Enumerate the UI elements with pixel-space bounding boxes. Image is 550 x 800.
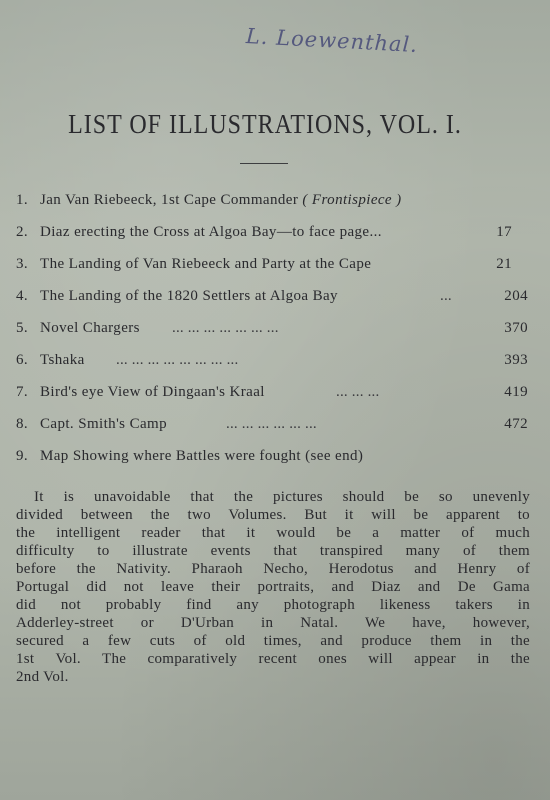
item-page: 204	[504, 288, 528, 304]
paragraph-line: secured a few cuts of old times, and produce them in the	[16, 633, 530, 649]
list-item	[16, 192, 528, 214]
item-title: Diaz erecting the Cross at Algoa Bay—to face page...	[40, 224, 382, 240]
item-number: 7.	[16, 384, 29, 400]
item-leaders: ...	[440, 288, 452, 304]
item-leaders: ... ... ... ... ... ...	[226, 416, 317, 432]
item-number: 1.	[16, 192, 29, 208]
paragraph-line: Portugal did not leave their portraits, and Diaz and De Gama	[16, 579, 530, 595]
item-number: 6.	[16, 352, 29, 368]
list-item	[16, 256, 528, 278]
list-item	[16, 288, 528, 310]
item-leaders: ... ... ...	[336, 384, 380, 400]
item-title: Capt. Smith's Camp	[40, 416, 167, 432]
explanatory-paragraph	[16, 488, 530, 686]
item-title: Tshaka	[40, 352, 85, 368]
item-page: 17	[496, 224, 512, 240]
paragraph-line: 1st Vol. The comparatively recent ones will appear in the	[16, 651, 530, 667]
item-title: Map Showing where Battles were fought (see end)	[40, 448, 364, 464]
list-item	[16, 320, 528, 342]
item-number: 9.	[16, 448, 29, 464]
paragraph-line: It is unavoidable that the pictures should be so unevenly	[34, 489, 530, 505]
list-item	[16, 224, 528, 246]
paragraph-line: before the Nativity. Pharaoh Necho, Herodotus and Henry of	[16, 561, 530, 577]
item-number: 2.	[16, 224, 29, 240]
item-number: 4.	[16, 288, 29, 304]
item-page: 472	[504, 416, 528, 432]
item-page: 370	[504, 320, 528, 336]
paragraph-line: the intelligent reader that it would be a matter of much	[16, 525, 530, 541]
item-number: 3.	[16, 256, 29, 272]
item-leaders: ... ... ... ... ... ... ... ...	[116, 352, 239, 368]
item-page: 419	[504, 384, 528, 400]
item-number: 8.	[16, 416, 29, 432]
list-item	[16, 384, 528, 406]
frontispiece-note: ( Frontispiece )	[302, 192, 402, 208]
item-title: The Landing of Van Riebeeck and Party at the Cape	[40, 256, 372, 272]
page-title: LIST OF ILLUSTRATIONS, VOL. I.	[68, 109, 462, 140]
paragraph-line: difficulty to illustrate events that transpired many of them	[16, 543, 530, 559]
paragraph-line: divided between the two Volumes. But it will be apparent to	[16, 507, 530, 523]
item-title: Jan Van Riebeeck, 1st Cape Commander ( Frontispiece )	[40, 192, 402, 208]
paragraph-line: 2nd Vol.	[16, 669, 69, 685]
list-item	[16, 352, 528, 374]
paragraph-line: did not probably find any photograph likeness takers in	[16, 597, 530, 613]
list-item	[16, 416, 528, 438]
item-title: Bird's eye View of Dingaan's Kraal	[40, 384, 265, 400]
item-number: 5.	[16, 320, 29, 336]
item-title: The Landing of the 1820 Settlers at Algoa Bay	[40, 288, 338, 304]
list-item	[16, 448, 528, 470]
item-leaders: ... ... ... ... ... ... ...	[172, 320, 279, 336]
paragraph-line: Adderley-street or D'Urban in Natal. We have, however,	[16, 615, 530, 631]
owner-signature: L. Loewenthal.	[245, 24, 419, 57]
title-divider	[240, 163, 288, 164]
item-title: Novel Chargers	[40, 320, 140, 336]
item-page: 393	[504, 352, 528, 368]
item-page: 21	[496, 256, 512, 272]
